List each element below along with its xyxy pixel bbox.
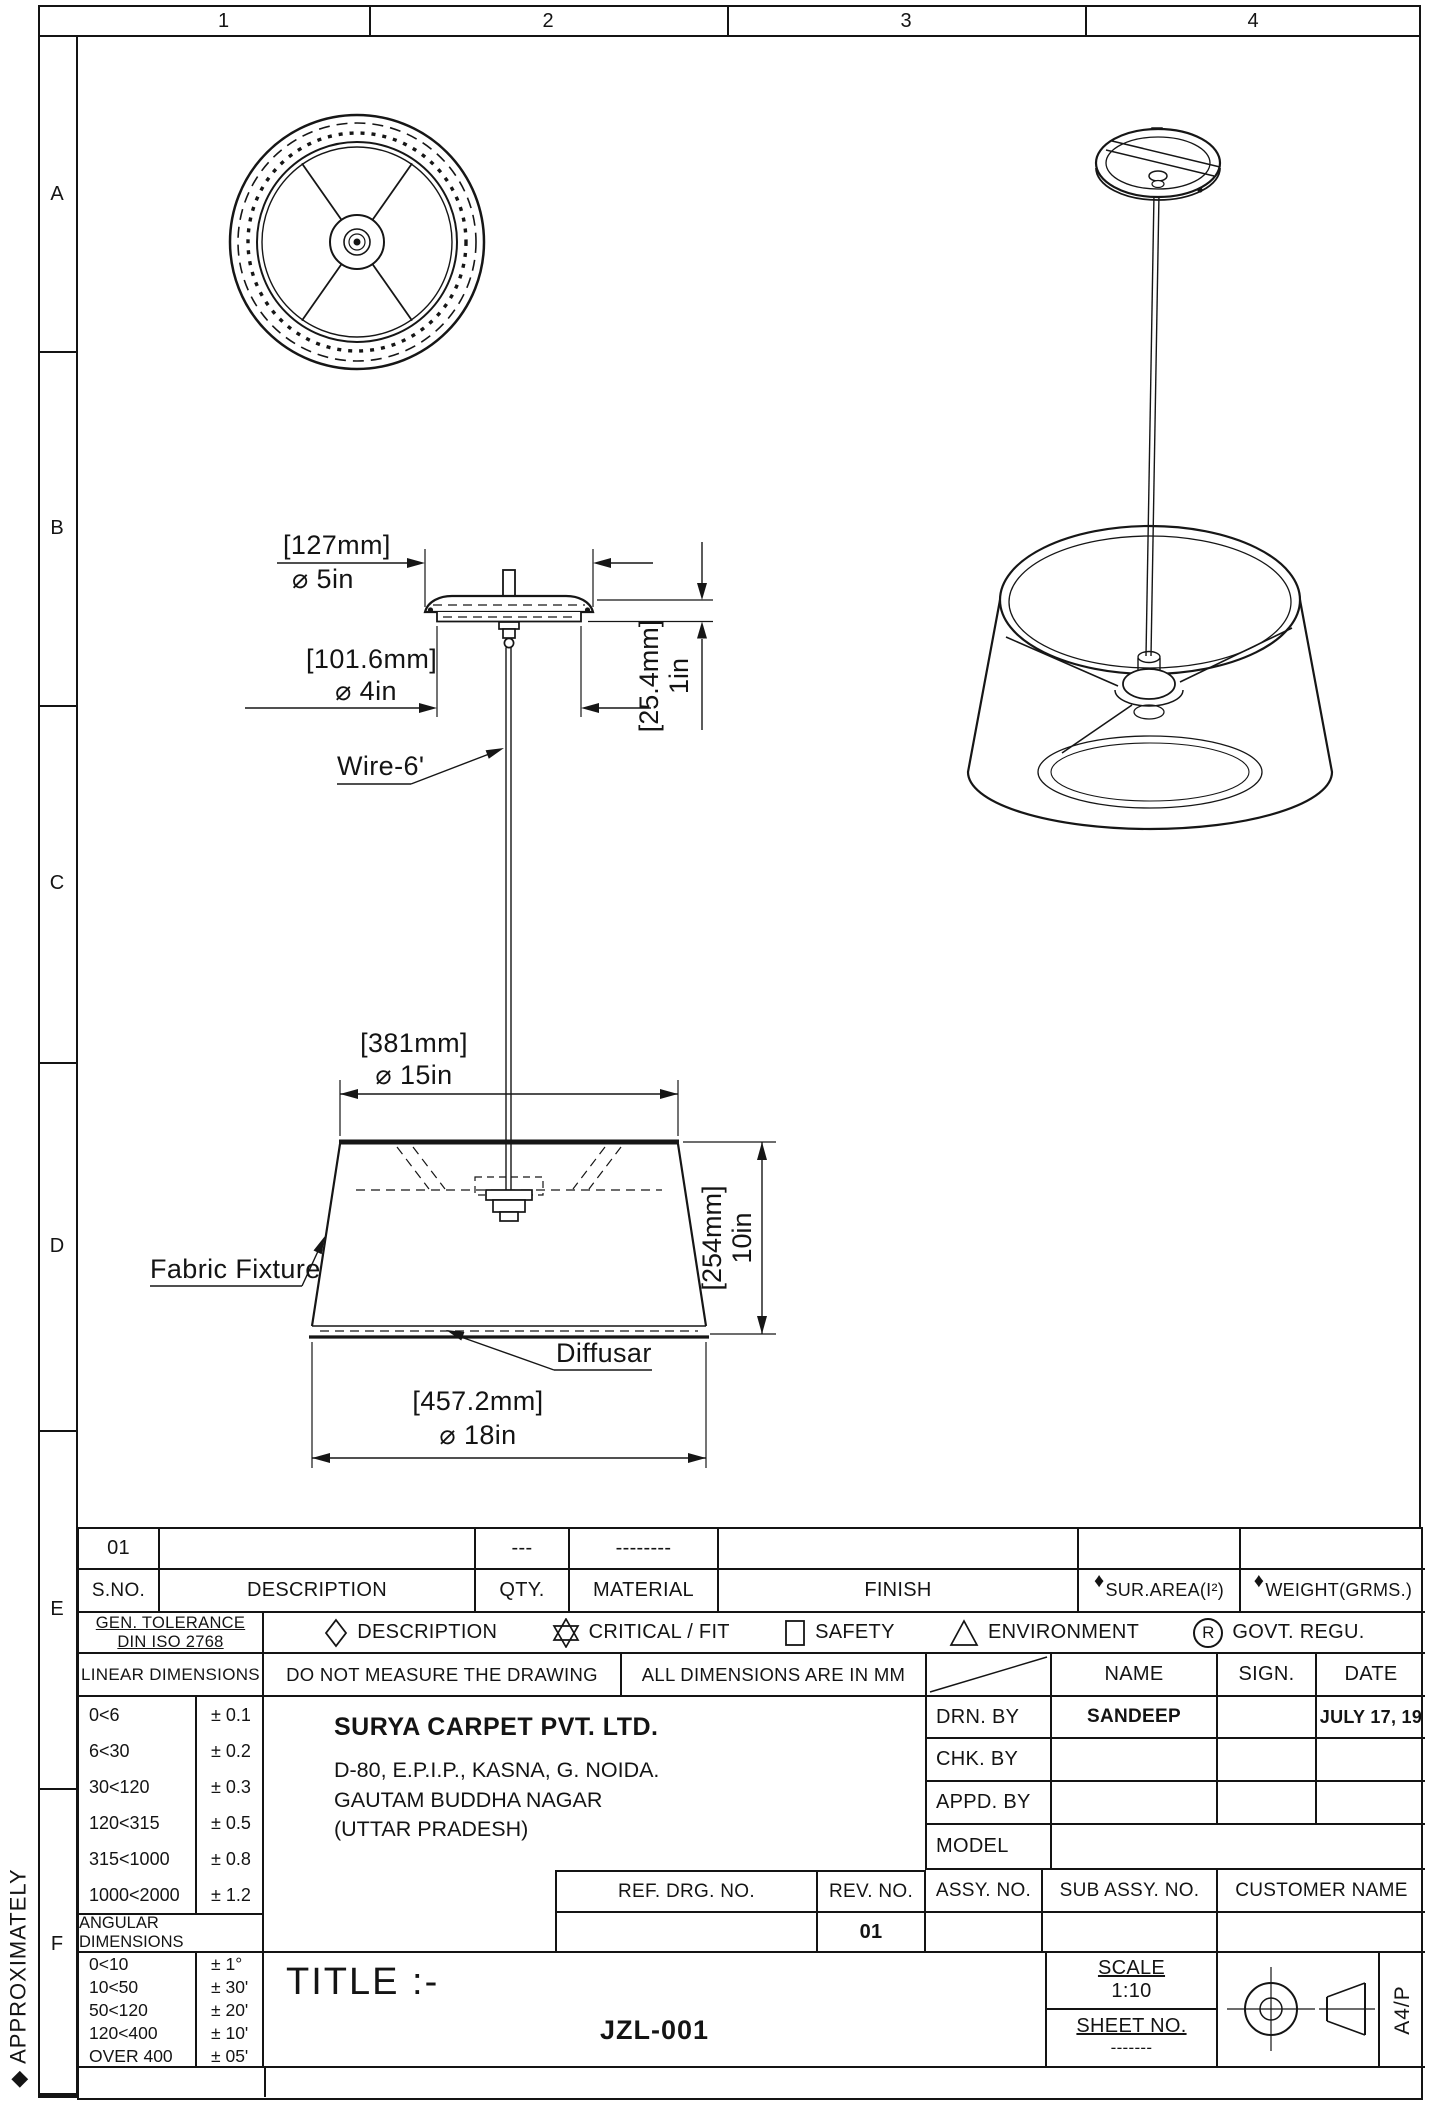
header-name: NAME — [1052, 1654, 1218, 1697]
linear-tol-value: ± 1.2 — [211, 1884, 251, 1905]
linear-tol-value: ± 0.8 — [211, 1848, 251, 1869]
company-name: SURYA CARPET PVT. LTD. — [334, 1713, 659, 1741]
margin-note-text: APPROXIMATELY — [5, 1868, 31, 2064]
diamond-bullet-icon: ◆ — [5, 2069, 31, 2088]
tolerance-tables — [79, 1697, 264, 2068]
part-weight-value — [1241, 1529, 1425, 1570]
triangle-icon — [949, 1619, 979, 1647]
customer-name-value — [1218, 1913, 1425, 1953]
company-block — [264, 1697, 927, 1870]
part-sno-value: 01 — [79, 1529, 160, 1570]
assy-no-value — [926, 1913, 1043, 1953]
linear-tol-range: 120<315 — [79, 1805, 197, 1841]
dim-shade-top-mm: [381mm] — [360, 1028, 468, 1058]
zone-col-4: 4 — [1247, 9, 1259, 32]
zone-col-3: 3 — [900, 9, 912, 32]
linear-tol-row — [79, 1877, 262, 1913]
projection-cell — [1218, 1953, 1380, 2068]
chk-by-label: CHK. BY — [927, 1739, 1052, 1782]
diamond-icon — [324, 1618, 348, 1648]
legend-safety — [784, 1619, 895, 1647]
note-units: ALL DIMENSIONS ARE IN MM — [622, 1654, 927, 1697]
diamond-bullet-icon: ♦ — [1253, 1570, 1265, 1592]
diagonal-line — [928, 1655, 1049, 1694]
dim-shade-top-in: ⌀ 15in — [375, 1060, 453, 1090]
title-label: TITLE :- — [286, 1961, 440, 2003]
ref-drg-no-label: REF. DRG. NO. — [557, 1870, 818, 1913]
appd-by-label: APPD. BY — [927, 1782, 1052, 1825]
company-address-1: D-80, E.P.I.P., KASNA, G. NOIDA. — [334, 1758, 660, 1782]
linear-tol-value: ± 0.1 — [211, 1704, 251, 1725]
chk-by-sign — [1218, 1739, 1317, 1782]
bottom-strip — [264, 2068, 1425, 2097]
label-wire: Wire-6' — [337, 751, 425, 781]
linear-dimensions-title: LINEAR DIMENSIONS — [79, 1654, 264, 1697]
part-finish-value — [719, 1529, 1079, 1570]
zone-row-b: B — [50, 516, 64, 539]
dim-shade-height-in: 10in — [727, 1212, 757, 1264]
sub-assy-no-label: SUB ASSY. NO. — [1043, 1870, 1218, 1913]
linear-tol-row — [79, 1805, 262, 1841]
sub-assy-no-value — [1043, 1913, 1218, 1953]
header-sign: SIGN. — [1218, 1654, 1317, 1697]
dim-canopy-height-in: 1in — [664, 657, 694, 695]
chk-by-name — [1052, 1739, 1218, 1782]
angular-dimensions-title: ANGULAR DIMENSIONS — [79, 1913, 262, 1953]
symbol-legend — [264, 1613, 1425, 1654]
linear-tol-range: 1000<2000 — [79, 1877, 197, 1913]
angular-tol-row — [79, 1953, 262, 1976]
part-qty-value: --- — [476, 1529, 570, 1570]
zone-row-e: E — [50, 1597, 64, 1620]
angular-tol-value: ± 30' — [211, 1977, 249, 1997]
header-surarea-text: SUR.AREA(I²) — [1105, 1580, 1225, 1600]
dim-canopy-base-mm: [101.6mm] — [306, 644, 438, 674]
zone-row-d: D — [49, 1234, 65, 1257]
drawing-number: JZL-001 — [599, 2015, 710, 2045]
zone-row-divider — [38, 1788, 78, 1790]
linear-tol-row — [79, 1697, 262, 1733]
diagonal-cell — [927, 1654, 1052, 1697]
zone-row-a: A — [50, 182, 64, 205]
title-block — [77, 1527, 1423, 2100]
legend-description — [324, 1618, 497, 1648]
zone-col-2: 2 — [542, 9, 554, 32]
header-material: MATERIAL — [570, 1570, 719, 1613]
sheet-sub-cell — [1076, 2010, 1186, 2058]
rev-no-label: REV. NO. — [818, 1870, 926, 1913]
angular-tol-row — [79, 1976, 262, 1999]
linear-tol-row — [79, 1733, 262, 1769]
linear-tol-range: 30<120 — [79, 1769, 197, 1805]
ref-drg-no-value — [557, 1913, 818, 1953]
dim-canopy-base-in: ⌀ 4in — [335, 676, 397, 706]
company-block-extension — [264, 1870, 557, 1953]
header-qty: QTY. — [476, 1570, 570, 1613]
angular-tol-row — [79, 2022, 262, 2045]
legend-govt-regu — [1193, 1618, 1364, 1648]
drn-by-name: SANDEEP — [1052, 1697, 1218, 1739]
part-surarea-value — [1079, 1529, 1241, 1570]
angular-tol-value: ± 20' — [211, 2000, 249, 2020]
zone-row-f: F — [50, 1932, 64, 1955]
margin-note — [7, 1868, 32, 2087]
linear-tol-value: ± 0.2 — [211, 1740, 251, 1761]
dim-canopy-height-mm: [25.4mm] — [633, 619, 664, 733]
angular-tol-row — [79, 1999, 262, 2022]
legend-critical-fit-label: CRITICAL / FIT — [588, 1621, 730, 1643]
label-fabric-fixture: Fabric Fixture — [150, 1254, 321, 1284]
header-sno: S.NO. — [79, 1570, 160, 1613]
angular-tol-range: 10<50 — [79, 1976, 197, 1999]
customer-name-label: CUSTOMER NAME — [1218, 1870, 1425, 1913]
scale-label: SCALE — [1097, 1957, 1166, 1979]
linear-tol-range: 315<1000 — [79, 1841, 197, 1877]
drn-by-label: DRN. BY — [927, 1697, 1052, 1739]
legend-safety-label: SAFETY — [815, 1621, 895, 1643]
paper-size-cell — [1380, 1953, 1425, 2068]
appd-by-sign — [1218, 1782, 1317, 1825]
gen-tolerance-line2: DIN ISO 2768 — [117, 1632, 224, 1651]
diamond-bullet-icon: ♦ — [1093, 1570, 1105, 1592]
header-description: DESCRIPTION — [160, 1570, 476, 1613]
rev-no-value: 01 — [818, 1913, 926, 1953]
header-weight — [1241, 1570, 1425, 1613]
model-value — [1052, 1825, 1425, 1870]
zone-col-1: 1 — [217, 9, 230, 32]
linear-tol-range: 6<30 — [79, 1733, 197, 1769]
drn-by-date: JULY 17, 19 — [1317, 1697, 1425, 1739]
note-no-measure: DO NOT MEASURE THE DRAWING — [264, 1654, 622, 1697]
part-material-value: -------- — [570, 1529, 719, 1570]
zone-row-c: C — [49, 871, 65, 894]
drn-by-sign — [1218, 1697, 1317, 1739]
third-angle-projection-icon — [1219, 1954, 1377, 2065]
r-circle-icon: R — [1193, 1618, 1223, 1648]
chk-by-date — [1317, 1739, 1425, 1782]
star-icon — [552, 1618, 580, 1648]
part-description-value — [160, 1529, 476, 1570]
angular-tol-value: ± 10' — [211, 2023, 249, 2043]
linear-tol-range: 0<6 — [79, 1697, 197, 1733]
paper-size: A4/P — [1390, 1984, 1414, 2035]
appd-by-name — [1052, 1782, 1218, 1825]
legend-environment — [949, 1619, 1139, 1647]
legend-description-label: DESCRIPTION — [357, 1621, 498, 1643]
angular-tol-row — [79, 2045, 262, 2068]
legend-govt-regu-label: GOVT. REGU. — [1232, 1621, 1365, 1643]
dim-canopy-dia-in: ⌀ 5in — [292, 564, 354, 594]
gen-tolerance — [79, 1613, 264, 1654]
angular-tol-value: ± 1° — [211, 1954, 243, 1974]
scale-cell — [1047, 1953, 1218, 2068]
sheet-no-label: SHEET NO. — [1076, 2015, 1187, 2037]
angular-tol-range: 50<120 — [79, 1999, 197, 2022]
dim-canopy-dia-mm: [127mm] — [283, 530, 391, 560]
label-diffuser: Diffusar — [556, 1338, 652, 1368]
dim-canopy-height — [634, 620, 694, 733]
linear-tol-value: ± 0.5 — [211, 1812, 251, 1833]
dim-shade-bottom-in: ⌀ 18in — [439, 1420, 517, 1450]
legend-critical-fit — [552, 1618, 730, 1648]
company-address-2: GAUTAM BUDDHA NAGAR — [334, 1787, 603, 1812]
assy-no-label: ASSY. NO. — [926, 1870, 1043, 1913]
header-surarea — [1079, 1570, 1241, 1613]
legend-environment-label: ENVIRONMENT — [988, 1621, 1140, 1643]
angular-tol-range: 0<10 — [79, 1953, 197, 1976]
scale-value: 1:10 — [1111, 1980, 1152, 2002]
scale-sub-cell — [1047, 1953, 1216, 2010]
header-weight-text: WEIGHT(GRMS.) — [1265, 1580, 1413, 1600]
title-cell — [264, 1953, 1047, 2068]
dim-shade-height — [697, 1185, 757, 1290]
linear-tol-row — [79, 1769, 262, 1805]
header-date: DATE — [1317, 1654, 1425, 1697]
angular-tol-value: ± 05' — [211, 2046, 249, 2066]
dim-shade-height-mm: [254mm] — [696, 1185, 727, 1291]
appd-by-date — [1317, 1782, 1425, 1825]
sheet-no-value: ------- — [1110, 2038, 1153, 2057]
linear-tol-value: ± 0.3 — [211, 1776, 251, 1797]
model-label: MODEL — [927, 1825, 1052, 1870]
header-finish: FINISH — [719, 1570, 1079, 1613]
angular-tol-range: OVER 400 — [79, 2045, 197, 2068]
dim-shade-bottom-mm: [457.2mm] — [412, 1386, 544, 1416]
company-address-3: (UTTAR PRADESH) — [334, 1817, 529, 1842]
angular-tol-range: 120<400 — [79, 2022, 197, 2045]
square-icon — [784, 1619, 806, 1647]
gen-tolerance-line1: GEN. TOLERANCE — [95, 1613, 246, 1632]
linear-tol-row — [79, 1841, 262, 1877]
